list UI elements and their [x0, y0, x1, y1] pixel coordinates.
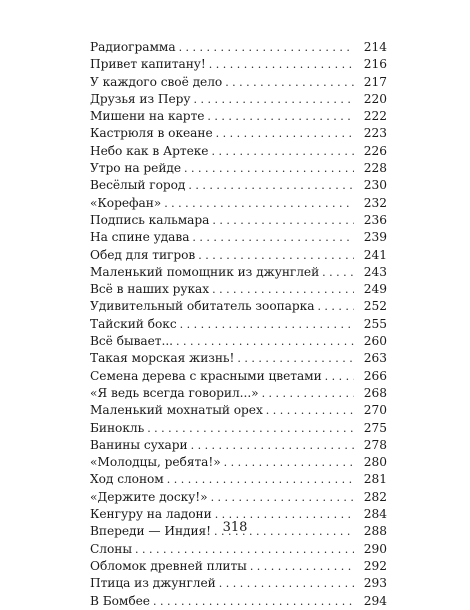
toc-dot-leader [207, 108, 354, 125]
toc-entry [90, 74, 387, 91]
toc-dot-leader [191, 437, 354, 454]
toc-entry [90, 454, 387, 471]
toc-entry-page: 275 [363, 420, 387, 435]
toc-entry-page: 241 [363, 247, 387, 262]
toc-entry-title: Радиограмма [90, 40, 176, 54]
toc-entry-page: 239 [363, 230, 387, 245]
toc-entry [90, 489, 387, 506]
toc-entry-title: Обед для тигров [90, 247, 196, 262]
toc-entry-title: Такая морская жизнь! [90, 351, 235, 366]
toc-entry-title: На спине удава [90, 230, 190, 245]
toc-entry-page: 236 [363, 212, 387, 227]
toc-entry-page: 293 [363, 576, 387, 591]
toc-entry-page: 226 [363, 143, 387, 158]
toc-dot-leader [180, 316, 354, 333]
toc-entry-page: 266 [363, 368, 387, 383]
toc-entry-title: Ванины сухари [90, 437, 188, 452]
toc-entry-title: Весёлый город [90, 178, 186, 193]
toc-dot-leader [179, 39, 354, 56]
toc-entry [90, 39, 387, 56]
toc-entry [90, 420, 387, 437]
toc-dot-leader [262, 385, 354, 402]
toc-entry [90, 212, 387, 229]
toc-entry [90, 177, 387, 194]
toc-dot-leader [219, 575, 354, 592]
toc-entry-page: 263 [363, 351, 387, 366]
toc-dot-leader [250, 558, 354, 575]
toc-entry-page: 249 [363, 282, 387, 297]
toc-entry-title: Друзья из Перу [90, 91, 191, 106]
page-number: 318 [222, 520, 248, 535]
toc-entry-title: У каждого своё дело [90, 74, 223, 89]
toc-entry [90, 402, 387, 419]
toc-entry-page: 292 [363, 558, 387, 573]
toc-entry [90, 541, 387, 558]
toc-entry-page: 255 [363, 316, 387, 331]
toc-entry-title: Утро на рейде [90, 161, 182, 176]
toc-entry [90, 298, 387, 315]
toc-entry-title: Всё бывает... [90, 334, 173, 349]
toc-entry-page: 278 [363, 437, 387, 452]
toc-entry [90, 195, 387, 212]
toc-entry-title: Обломок древней плиты [90, 558, 247, 573]
toc-entry-page: 280 [363, 455, 387, 470]
toc-dot-leader [176, 333, 354, 350]
toc-entry-title: Бинокль [90, 420, 145, 435]
toc-entry [90, 368, 387, 385]
toc-dot-leader [212, 212, 354, 229]
toc-dot-leader [192, 229, 354, 246]
toc-dot-leader [212, 281, 354, 298]
toc-entry-page: 217 [363, 74, 387, 89]
toc-entry-title: Ход слоном [90, 472, 164, 487]
toc-entry-title: Кенгуру на ладони [90, 507, 212, 522]
toc-entry-page: 288 [363, 524, 387, 539]
toc-entry-page: 282 [363, 489, 387, 504]
toc-entry-title: Кастрюля в океане [90, 126, 213, 141]
toc-dot-leader [167, 471, 354, 488]
toc-dot-leader [153, 593, 354, 610]
toc-dot-leader [224, 454, 354, 471]
toc-entry-title: Слоны [90, 541, 132, 556]
toc-entry-title: Птица из джунглей [90, 576, 216, 591]
toc-dot-leader [188, 177, 354, 194]
toc-entry [90, 281, 387, 298]
toc-entry-title: Удивительный обитатель зоопарка [90, 299, 315, 314]
toc-entry-page: 228 [363, 161, 387, 176]
toc-dot-leader [216, 125, 354, 142]
toc-entry [90, 350, 387, 367]
toc-entry [90, 437, 387, 454]
toc-entry [90, 143, 387, 160]
toc-entry-page: 260 [363, 334, 387, 349]
toc-dot-leader [209, 56, 354, 73]
toc-entry [90, 333, 387, 350]
toc-entry-page: 216 [363, 57, 387, 72]
toc-entry-page: 230 [363, 178, 387, 193]
toc-dot-leader [225, 74, 354, 91]
toc-entry [90, 56, 387, 73]
toc-entry-page: 220 [363, 91, 387, 106]
toc-dot-leader [322, 264, 354, 281]
toc-entry-page: 214 [363, 40, 387, 54]
toc-entry [90, 558, 387, 575]
toc-entry [90, 385, 387, 402]
toc-dot-leader [237, 350, 354, 367]
toc-entry-title: Привет капитану! [90, 57, 206, 72]
toc-dot-leader [198, 247, 354, 264]
toc-entry-title: Мишени на карте [90, 109, 205, 124]
toc-entry [90, 471, 387, 488]
toc-entry-page: 294 [363, 593, 387, 608]
toc-entry-title: Семена дерева с красными цветами [90, 368, 322, 383]
toc-entry-page: 243 [363, 264, 387, 279]
toc-entry-title: В Бомбее [90, 593, 150, 608]
toc-entry-title: Небо как в Артеке [90, 143, 209, 158]
toc-dot-leader [147, 420, 354, 437]
toc-dot-leader [317, 298, 354, 315]
toc-entry [90, 316, 387, 333]
toc-entry [90, 125, 387, 142]
toc-dot-leader [266, 402, 354, 419]
toc-entry-title: Подпись кальмара [90, 212, 210, 227]
toc-entry-page: 268 [363, 385, 387, 400]
toc-dot-leader [325, 368, 354, 385]
toc-entry [90, 593, 387, 610]
toc-entry-title: Впереди — Индия! [90, 524, 212, 539]
toc-entry-page: 270 [363, 403, 387, 418]
toc-dot-leader [184, 160, 354, 177]
toc-entry-title: «Корефан» [90, 195, 162, 210]
toc-dot-leader [211, 143, 354, 160]
toc-entry-page: 281 [363, 472, 387, 487]
toc-entry-title: Маленький мохнатый орех [90, 403, 263, 418]
toc-entry-page: 232 [363, 195, 387, 210]
toc-entry-title: Тайский бокс [90, 316, 177, 331]
toc-entry-page: 290 [363, 541, 387, 556]
toc-entry [90, 247, 387, 264]
toc-entry-page: 223 [363, 126, 387, 141]
toc-entry-page: 222 [363, 109, 387, 124]
toc-dot-leader [193, 91, 354, 108]
toc-dot-leader [135, 541, 354, 558]
toc-entry-title: Всё в наших руках [90, 282, 210, 297]
toc-dot-leader [164, 195, 354, 212]
toc-entry-title: «Держите доску!» [90, 489, 208, 504]
toc-entry-title: «Молодцы, ребята!» [90, 455, 221, 470]
toc-entry [90, 229, 387, 246]
toc-entry-page: 284 [363, 507, 387, 522]
toc-entry [90, 108, 387, 125]
toc-dot-leader [211, 489, 354, 506]
toc-entry [90, 160, 387, 177]
toc-entry [90, 91, 387, 108]
toc-entry-page: 252 [363, 299, 387, 314]
toc-entry-title: «Я ведь всегда говорил...» [90, 385, 259, 400]
toc-entry [90, 264, 387, 281]
toc-entry [90, 575, 387, 592]
toc-entry-title: Маленький помощник из джунглей [90, 264, 320, 279]
